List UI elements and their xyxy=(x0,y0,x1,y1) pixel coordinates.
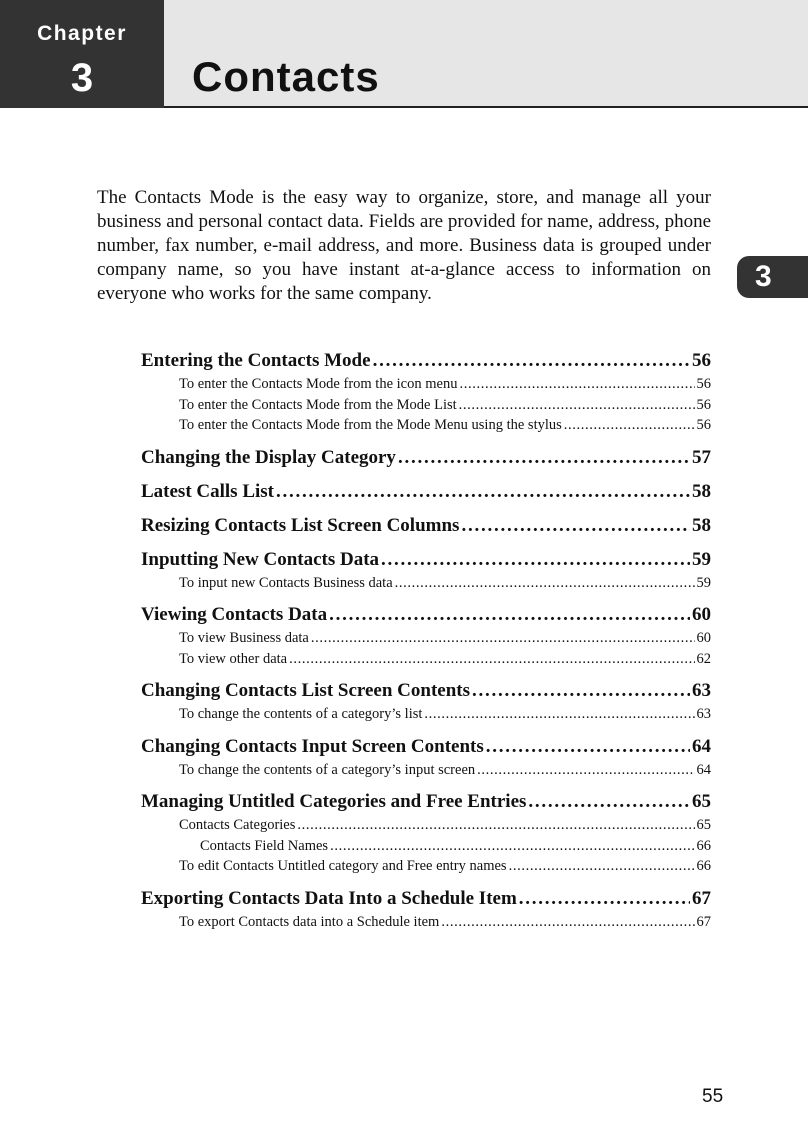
toc-entry xyxy=(141,480,711,504)
dot-leader xyxy=(329,603,690,627)
page-number: 55 xyxy=(702,1086,724,1107)
toc-sub-list xyxy=(141,374,711,436)
toc-entry xyxy=(141,735,711,781)
dot-leader xyxy=(289,649,694,670)
toc-entry xyxy=(141,790,711,877)
toc-sub-item[interactable] xyxy=(141,836,711,857)
toc-entry xyxy=(141,514,711,538)
toc-sub-title: To edit Contacts Untitled category and Free entry names xyxy=(179,858,507,874)
toc-main-title: Exporting Contacts Data Into a Schedule Item xyxy=(141,887,517,909)
toc-main-item[interactable] xyxy=(141,603,711,627)
toc-sub-list xyxy=(141,912,711,933)
dot-leader xyxy=(486,735,690,759)
chapter-word: Chapter xyxy=(37,22,127,45)
toc-page-number: 60 xyxy=(696,630,711,646)
dot-leader xyxy=(461,514,690,538)
toc-main-title: Resizing Contacts List Screen Columns xyxy=(141,514,460,536)
dot-leader xyxy=(330,836,694,857)
dot-leader xyxy=(509,856,695,877)
toc-page-number: 60 xyxy=(692,604,711,625)
toc-main-title: Viewing Contacts Data xyxy=(141,604,328,625)
toc-sub-item[interactable] xyxy=(141,573,711,594)
toc-page-number: 65 xyxy=(692,791,711,812)
chapter-label-block xyxy=(0,0,164,108)
toc-sub-list xyxy=(141,628,711,669)
toc-main-item[interactable] xyxy=(141,446,711,470)
toc-page-number: 56 xyxy=(696,376,711,392)
toc-entry xyxy=(141,603,711,669)
toc-page-number: 59 xyxy=(692,548,711,570)
toc-entry xyxy=(141,446,711,470)
toc-page-number: 59 xyxy=(696,574,711,591)
dot-leader xyxy=(459,395,695,416)
toc-main-title: Latest Calls List xyxy=(141,480,274,502)
dot-leader xyxy=(311,628,695,649)
table-of-contents xyxy=(141,349,711,932)
dot-leader xyxy=(459,374,694,395)
toc-main-title: Inputting New Contacts Data xyxy=(141,548,380,570)
intro-paragraph: The Contacts Mode is the easy way to organize, store, and manage all your business and personal contact data. Fields are provided for name, address, phone number, fax number, e-mail address, and more. Business data is grouped under company name, so you have instant at-a-glance access to information on everyone who works for the same company. xyxy=(97,187,711,304)
dot-leader xyxy=(477,760,694,781)
page-title: Contacts xyxy=(192,53,380,100)
dot-leader xyxy=(519,887,690,911)
toc-sub-item[interactable] xyxy=(141,374,711,395)
toc-page-number: 64 xyxy=(692,735,711,757)
toc-sub-title: To change the contents of a category’s list xyxy=(179,706,423,722)
toc-sub-title: Contacts Field Names xyxy=(200,837,329,854)
toc-sub-item[interactable] xyxy=(141,856,711,877)
toc-page-number: 67 xyxy=(696,913,711,930)
toc-page-number: 56 xyxy=(696,417,711,433)
dot-leader xyxy=(276,480,690,504)
toc-sub-title: To input new Contacts Business data xyxy=(179,574,393,591)
toc-page-number: 57 xyxy=(692,446,711,468)
toc-page-number: 58 xyxy=(692,480,711,502)
toc-sub-item[interactable] xyxy=(141,628,711,649)
toc-page-number: 66 xyxy=(696,837,711,854)
toc-page-number: 65 xyxy=(696,817,711,833)
toc-page-number: 56 xyxy=(696,396,711,413)
dot-leader xyxy=(373,349,690,373)
title-band xyxy=(164,0,808,108)
toc-sub-list xyxy=(141,760,711,781)
toc-sub-title: To export Contacts data into a Schedule item xyxy=(179,913,440,930)
toc-page-number: 66 xyxy=(696,858,711,874)
toc-main-title: Changing Contacts List Screen Contents xyxy=(141,680,471,701)
dot-leader xyxy=(297,815,694,836)
toc-main-item[interactable] xyxy=(141,790,711,814)
toc-main-item[interactable] xyxy=(141,548,711,572)
toc-page-number: 64 xyxy=(696,761,711,778)
dot-leader xyxy=(424,704,694,725)
toc-sub-item[interactable] xyxy=(141,415,711,436)
toc-sub-item[interactable] xyxy=(141,395,711,416)
toc-entry xyxy=(141,887,711,933)
toc-page-number: 67 xyxy=(692,887,711,909)
toc-sub-item[interactable] xyxy=(141,649,711,670)
toc-sub-title: To view Business data xyxy=(179,630,309,646)
toc-sub-title: To enter the Contacts Mode from the Mode Menu using the stylus xyxy=(179,417,562,433)
toc-main-item[interactable] xyxy=(141,735,711,759)
toc-sub-list xyxy=(141,815,711,877)
toc-entry xyxy=(141,349,711,436)
toc-main-title: Changing Contacts Input Screen Contents xyxy=(141,735,484,757)
toc-page-number: 63 xyxy=(696,706,711,722)
toc-sub-item[interactable] xyxy=(141,704,711,725)
toc-sub-title: To change the contents of a category’s input screen xyxy=(179,761,476,778)
toc-main-item[interactable] xyxy=(141,679,711,703)
toc-main-title: Entering the Contacts Mode xyxy=(141,350,371,371)
toc-main-title: Changing the Display Category xyxy=(141,446,396,468)
toc-main-title: Managing Untitled Categories and Free Entries xyxy=(141,791,527,812)
toc-main-item[interactable] xyxy=(141,887,711,911)
chapter-number: 3 xyxy=(70,56,94,100)
toc-main-item[interactable] xyxy=(141,349,711,373)
toc-sub-title: To enter the Contacts Mode from the icon menu xyxy=(179,376,458,392)
dot-leader xyxy=(472,679,690,703)
toc-sub-list xyxy=(141,704,711,725)
dot-leader xyxy=(441,912,694,933)
toc-main-item[interactable] xyxy=(141,514,711,538)
toc-main-item[interactable] xyxy=(141,480,711,504)
dot-leader xyxy=(398,446,690,470)
toc-page-number: 58 xyxy=(692,514,711,536)
dot-leader xyxy=(528,790,690,814)
toc-entry xyxy=(141,679,711,725)
toc-entry xyxy=(141,548,711,594)
dot-leader xyxy=(395,573,695,594)
dot-leader xyxy=(564,415,695,436)
toc-page-number: 62 xyxy=(696,650,711,667)
toc-page-number: 63 xyxy=(692,680,711,701)
toc-sub-title: To view other data xyxy=(179,650,288,667)
toc-page-number: 56 xyxy=(692,350,711,371)
toc-sub-item[interactable] xyxy=(141,815,711,836)
chapter-side-tab: 3 xyxy=(737,256,808,298)
toc-sub-item[interactable] xyxy=(141,760,711,781)
toc-sub-item[interactable] xyxy=(141,912,711,933)
dot-leader xyxy=(381,548,690,572)
toc-sub-list xyxy=(141,573,711,594)
toc-sub-title: To enter the Contacts Mode from the Mode List xyxy=(179,396,457,413)
toc-sub-title: Contacts Categories xyxy=(179,817,296,833)
